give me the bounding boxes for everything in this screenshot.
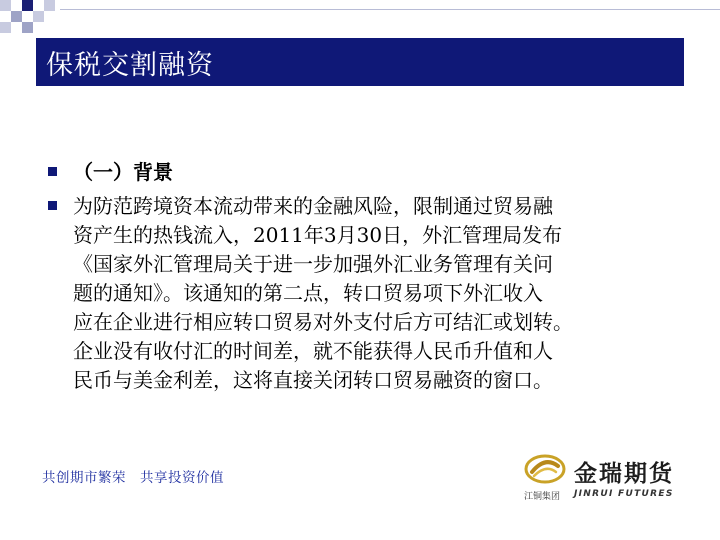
logo-english-name: JINRUI FUTURES [574,489,674,499]
bullet-paragraph-text: 为防范跨境资本流动带来的金融风险，限制通过贸易融 资产生的热钱流入，2011年3月30日，外汇管理局发布 《国家外汇管理局关于进一步加强外汇业务管理有关问 题的通知》。该通知的第二点，转口贸易项下外汇收入 应在企业进行相应转口贸易对外支付后方可结汇或划转。 企业没有收付汇的时间差，就不能获得人民币升值和人 民币与美金利差，这将直接关闭转口贸易融资的窗口。 [73,194,573,392]
company-logo [524,452,694,502]
footer-slogan: 共创期市繁荣 共享投资价值 [42,470,224,485]
bullet-heading-text: （一）背景 [73,160,173,184]
slide-title: 保税交割融资 [46,49,214,81]
square-bullet-icon [48,167,57,176]
corner-decoration [0,0,60,40]
bullet-item-heading [40,158,680,186]
logo-company-name: 金瑞期货 [574,461,674,487]
top-rule [60,9,720,10]
jinrui-logo-icon [524,452,566,486]
slide-content [40,158,680,395]
square-bullet-icon [48,201,57,210]
logo-group-name: 江铜集团 [524,492,561,502]
bullet-item-paragraph [40,192,680,395]
title-bar [36,38,684,86]
